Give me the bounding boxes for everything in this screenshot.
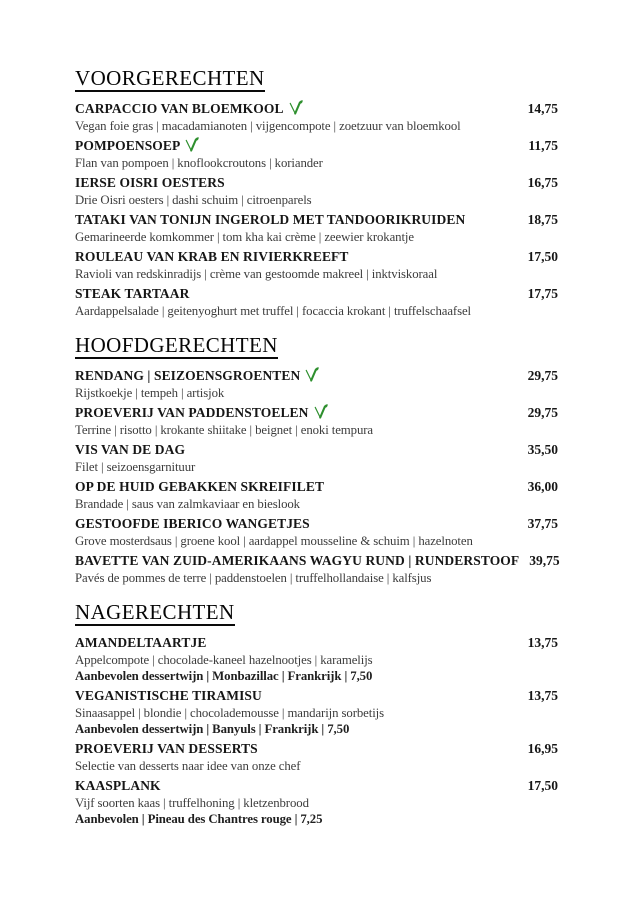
menu-item-name: PROEVERIJ VAN DESSERTS — [75, 741, 258, 756]
section-title: HOOFDGERECHTEN — [75, 333, 278, 357]
menu-item-name: OP DE HUID GEBAKKEN SKREIFILET — [75, 479, 325, 494]
menu-item-head — [75, 740, 558, 758]
menu-item — [75, 687, 558, 737]
menu-item-name-wrap — [75, 634, 206, 652]
menu-item-name: POMPOENSOEP — [75, 138, 181, 153]
menu-item-name: IERSE OISRI OESTERS — [75, 175, 225, 190]
menu-item-recommendation: Aanbevolen | Pineau des Chantres rouge | 7,25 — [75, 812, 323, 826]
menu-item-description: Gemarineerde komkommer | tom kha kai crème | zeewier krokantje — [75, 230, 414, 244]
menu-item — [75, 211, 558, 245]
menu-item-name-wrap — [75, 100, 303, 118]
menu-item — [75, 552, 558, 586]
menu-item — [75, 100, 558, 134]
menu-item — [75, 740, 558, 774]
menu-item-head — [75, 137, 558, 155]
menu-item-name: BAVETTE VAN ZUID-AMERIKAANS WAGYU RUND | RUNDERSTOOF — [75, 553, 520, 568]
menu-item-name-wrap — [75, 478, 324, 496]
menu-item-head — [75, 687, 558, 705]
menu-item — [75, 441, 558, 475]
menu-item-price: 13,75 — [527, 635, 558, 650]
menu-item-description: Ravioli van redskinradijs | crème van gestoomde makreel | inktviskoraal — [75, 267, 438, 281]
menu-section — [75, 600, 558, 827]
menu-item — [75, 634, 558, 684]
menu-item — [75, 367, 558, 401]
menu-item-head — [75, 367, 558, 385]
menu-item-description: Rijstkoekje | tempeh | artisjok — [75, 386, 225, 400]
menu-item-description: Terrine | risotto | krokante shiitake | beignet | enoki tempura — [75, 423, 374, 437]
menu-item-name-wrap — [75, 285, 189, 303]
menu-item-price: 29,75 — [527, 405, 558, 420]
menu-item-description: Drie Oisri oesters | dashi schuim | citroenparels — [75, 193, 312, 207]
menu-item-name-wrap — [75, 248, 349, 266]
menu-item-head — [75, 174, 558, 192]
menu-item-name-wrap — [75, 367, 319, 385]
menu-item-head — [75, 515, 558, 533]
section-title: NAGERECHTEN — [75, 600, 235, 624]
menu-item-name: TATAKI VAN TONIJN INGEROLD MET TANDOORIKRUIDEN — [75, 212, 466, 227]
menu-item-head — [75, 777, 558, 795]
menu-item-price: 29,75 — [527, 368, 558, 383]
menu-item-description: Sinaasappel | blondie | chocolademousse | mandarijn sorbetijs — [75, 706, 384, 720]
menu-item-description: Filet | seizoensgarnituur — [75, 460, 196, 474]
menu-item — [75, 515, 558, 549]
menu-item-name: GESTOOFDE IBERICO WANGETJES — [75, 516, 310, 531]
menu-item-name-wrap — [75, 404, 328, 422]
menu-item-name: AMANDELTAARTJE — [75, 635, 207, 650]
menu-item — [75, 777, 558, 827]
menu-item-description: Vijf soorten kaas | truffelhoning | kletzenbrood — [75, 796, 309, 810]
menu-item-recommendation: Aanbevolen dessertwijn | Banyuls | Frankrijk | 7,50 — [75, 722, 350, 736]
menu-item-name-wrap — [75, 740, 258, 758]
menu-item-price: 36,00 — [527, 479, 558, 494]
menu-item-name: STEAK TARTAAR — [75, 286, 190, 301]
menu-section — [75, 333, 558, 586]
menu-item-name: RENDANG | SEIZOENSGROENTEN — [75, 368, 301, 383]
menu-item-head — [75, 441, 558, 459]
menu-item-name: VEGANISTISCHE TIRAMISU — [75, 688, 262, 703]
menu-section — [75, 66, 558, 319]
menu-item-price: 35,50 — [527, 442, 558, 457]
menu-item-price: 17,50 — [527, 249, 558, 264]
menu-item-price: 11,75 — [528, 138, 558, 153]
section-items — [75, 367, 558, 586]
menu-item-head — [75, 211, 558, 229]
menu-item-name-wrap — [75, 174, 225, 192]
menu-item-name: KAASPLANK — [75, 778, 161, 793]
menu-item — [75, 137, 558, 171]
section-title: VOORGERECHTEN — [75, 66, 265, 90]
menu-item-description: Flan van pompoen | knoflookcroutons | koriander — [75, 156, 323, 170]
menu-item-description: Aardappelsalade | geitenyoghurt met truffel | focaccia krokant | truffelschaafsel — [75, 304, 471, 318]
menu-item-head — [75, 478, 558, 496]
menu-item-price: 18,75 — [527, 212, 558, 227]
menu-item — [75, 404, 558, 438]
vegan-leaf-icon — [184, 137, 199, 152]
menu-item — [75, 285, 558, 319]
menu-item-price: 13,75 — [527, 688, 558, 703]
menu-item-name: PROEVERIJ VAN PADDENSTOELEN — [75, 405, 309, 420]
menu-item-name: CARPACCIO VAN BLOEMKOOL — [75, 101, 284, 116]
menu-item-name-wrap — [75, 211, 465, 229]
menu-item — [75, 248, 558, 282]
menu-item-price: 16,75 — [527, 175, 558, 190]
menu-item-name-wrap — [75, 777, 161, 795]
vegan-leaf-icon — [304, 367, 319, 382]
menu-item-price: 17,50 — [527, 778, 558, 793]
menu-item-description: Vegan foie gras | macadamianoten | vijgencompote | zoetzuur van bloemkool — [75, 119, 461, 133]
menu-item-name-wrap — [75, 137, 199, 155]
menu-item-name: VIS VAN DE DAG — [75, 442, 186, 457]
menu-item — [75, 174, 558, 208]
vegan-leaf-icon — [313, 404, 328, 419]
menu-item-description: Selectie van desserts naar idee van onze chef — [75, 759, 301, 773]
menu-item-description: Pavés de pommes de terre | paddenstoelen | truffelhollandaise | kalfsjus — [75, 571, 432, 585]
menu-item-price: 17,75 — [527, 286, 558, 301]
menu-item-head — [75, 404, 558, 422]
menu-item-name-wrap — [75, 441, 185, 459]
menu-item-description: Brandade | saus van zalmkaviaar en bieslook — [75, 497, 300, 511]
menu-item-name: ROULEAU VAN KRAB EN RIVIERKREEFT — [75, 249, 349, 264]
menu-item-recommendation: Aanbevolen dessertwijn | Monbazillac | Frankrijk | 7,50 — [75, 669, 373, 683]
menu-item-head — [75, 248, 558, 266]
menu-item-name-wrap — [75, 687, 262, 705]
menu-item — [75, 478, 558, 512]
menu-item-head — [75, 285, 558, 303]
menu-item-price: 16,95 — [527, 741, 558, 756]
vegan-leaf-icon — [288, 100, 303, 115]
menu-item-head — [75, 100, 558, 118]
menu-item-head — [75, 634, 558, 652]
menu-item-name-wrap — [75, 552, 519, 570]
menu-item-price: 37,75 — [527, 516, 558, 531]
menu-item-price: 39,75 — [529, 553, 560, 568]
menu-item-description: Appelcompote | chocolade-kaneel hazelnootjes | karamelijs — [75, 653, 373, 667]
menu-item-description: Grove mosterdsaus | groene kool | aardappel mousseline & schuim | hazelnoten — [75, 534, 473, 548]
section-items — [75, 100, 558, 319]
menu-item-name-wrap — [75, 515, 310, 533]
menu-item-price: 14,75 — [527, 101, 558, 116]
section-items — [75, 634, 558, 827]
menu-item-head — [75, 552, 558, 570]
